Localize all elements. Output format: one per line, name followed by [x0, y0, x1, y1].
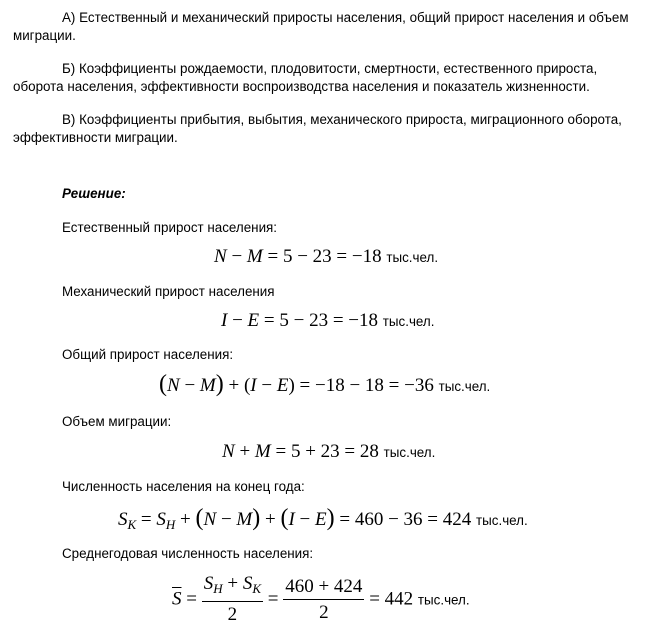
formula-average-population: $\overline{S}$ = $\frac{S_H + S_K}{2}$ = $\frac{460 + 424}{2}$ = 442 тыс.чел. — [172, 572, 470, 628]
step-label-average-population: Среднегодовая численность населения: — [62, 546, 314, 561]
unit-label: тыс.чел. — [476, 513, 528, 528]
formula-total-growth: (N − M) + (I − E) = −18 − 18 = −36 тыс.чел. — [159, 371, 491, 397]
solution-heading: Решение: — [62, 186, 126, 201]
step-label-mechanical-growth: Механический прирост населения — [62, 284, 275, 299]
unit-label: тыс.чел. — [438, 379, 491, 394]
unit-label: тыс.чел. — [382, 314, 435, 329]
unit-label: тыс.чел. — [383, 445, 436, 460]
option-a: А) Естественный и механический приросты населения, общий прирост населения и объем миграции. — [13, 10, 629, 43]
option-b: Б) Коэффициенты рождаемости, плодовитости, смертности, естественного прироста, оборота населения, эффективности воспроизводства населения и показатель жизненности. — [13, 61, 598, 94]
unit-label: тыс.чел. — [386, 250, 439, 265]
step-label-natural-growth: Естественный прирост населения: — [62, 220, 278, 235]
unit-label: тыс.чел. — [417, 592, 470, 608]
formula-mechanical-growth: I − E = 5 − 23 = −18 тыс.чел. — [221, 310, 435, 331]
step-label-migration-volume: Объем миграции: — [62, 414, 172, 429]
formula-end-population: $S_K = S_H + (N - M) + (I - E) = 460 - 36 = 424$ тыс.чел. — [118, 505, 528, 532]
fraction-sh-sk: $\frac{S_H + S_K}{2}$ — [203, 573, 261, 625]
step-label-total-growth: Общий прирост населения: — [62, 347, 234, 362]
fraction-460-424: $\frac{460 + 424}{2}$ — [285, 575, 363, 623]
option-c: В) Коэффициенты прибытия, выбытия, механического прироста, миграционного оборота, эффективности миграции. — [13, 112, 622, 145]
formula-migration-volume: N + M = 5 + 23 = 28 тыс.чел. — [222, 441, 436, 462]
step-label-end-population: Численность населения на конец года: — [62, 479, 305, 494]
formula-natural-growth: N − M = 5 − 23 = −18 тыс.чел. — [214, 246, 439, 267]
